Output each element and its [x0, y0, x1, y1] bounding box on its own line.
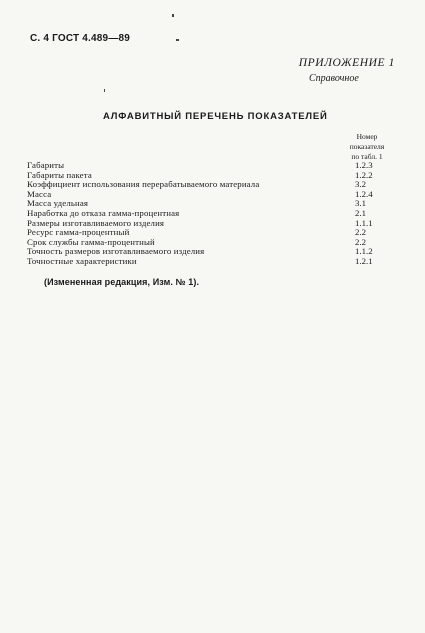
scan-speck: [172, 14, 174, 17]
indicator-number: 1.1.1: [355, 217, 373, 228]
indicator-name: Ресурс гамма-процентный: [27, 227, 130, 238]
indicator-number: 3.2: [355, 179, 366, 190]
indicator-number: 1.2.3: [355, 160, 373, 170]
list-item: [27, 180, 392, 190]
indicator-number: 2.1: [355, 207, 366, 218]
indicator-list: [27, 161, 392, 267]
number-column-header: [338, 132, 396, 162]
column-header-line: Номер: [356, 132, 378, 141]
indicator-name: Срок службы гамма-процентный: [27, 236, 155, 247]
document-title: АЛФАВИТНЫЙ ПЕРЕЧЕНЬ ПОКАЗАТЕЛЕЙ: [103, 111, 328, 122]
indicator-number: 1.2.4: [355, 188, 373, 199]
indicator-name: Масса удельная: [27, 198, 89, 209]
page-header-reference: С. 4 ГОСТ 4.489—89: [30, 33, 131, 44]
indicator-name: Размеры изготавливаемого изделия: [27, 217, 165, 228]
indicator-name: Габариты пакета: [27, 169, 92, 180]
column-header-line: по табл. 1: [351, 152, 383, 161]
list-item: [27, 257, 392, 267]
scan-speck: [176, 39, 179, 41]
appendix-subtitle: Справочное: [309, 73, 359, 84]
indicator-name: Габариты: [27, 160, 65, 170]
indicator-name: Точностные характеристики: [27, 255, 137, 266]
indicator-number: 1.2.2: [355, 169, 373, 180]
indicator-number: 3.1: [355, 198, 366, 209]
indicator-name: Точность размеров изготавливаемого изделия: [27, 246, 205, 257]
scan-speck: [104, 89, 105, 92]
indicator-name: Масса: [27, 188, 52, 199]
indicator-name: Коэффициент использования перерабатываемого материала: [27, 179, 260, 190]
indicator-name: Наработка до отказа гамма-процентная: [27, 207, 180, 218]
column-header-line: показателя: [349, 142, 385, 151]
indicator-number: 2.2: [355, 236, 366, 247]
indicator-number: 1.1.2: [355, 246, 373, 257]
appendix-title: ПРИЛОЖЕНИЕ 1: [298, 57, 395, 69]
indicator-number: 2.2: [355, 227, 366, 238]
revision-note: (Измененная редакция, Изм. № 1).: [44, 277, 200, 287]
indicator-number: 1.2.1: [355, 255, 373, 266]
